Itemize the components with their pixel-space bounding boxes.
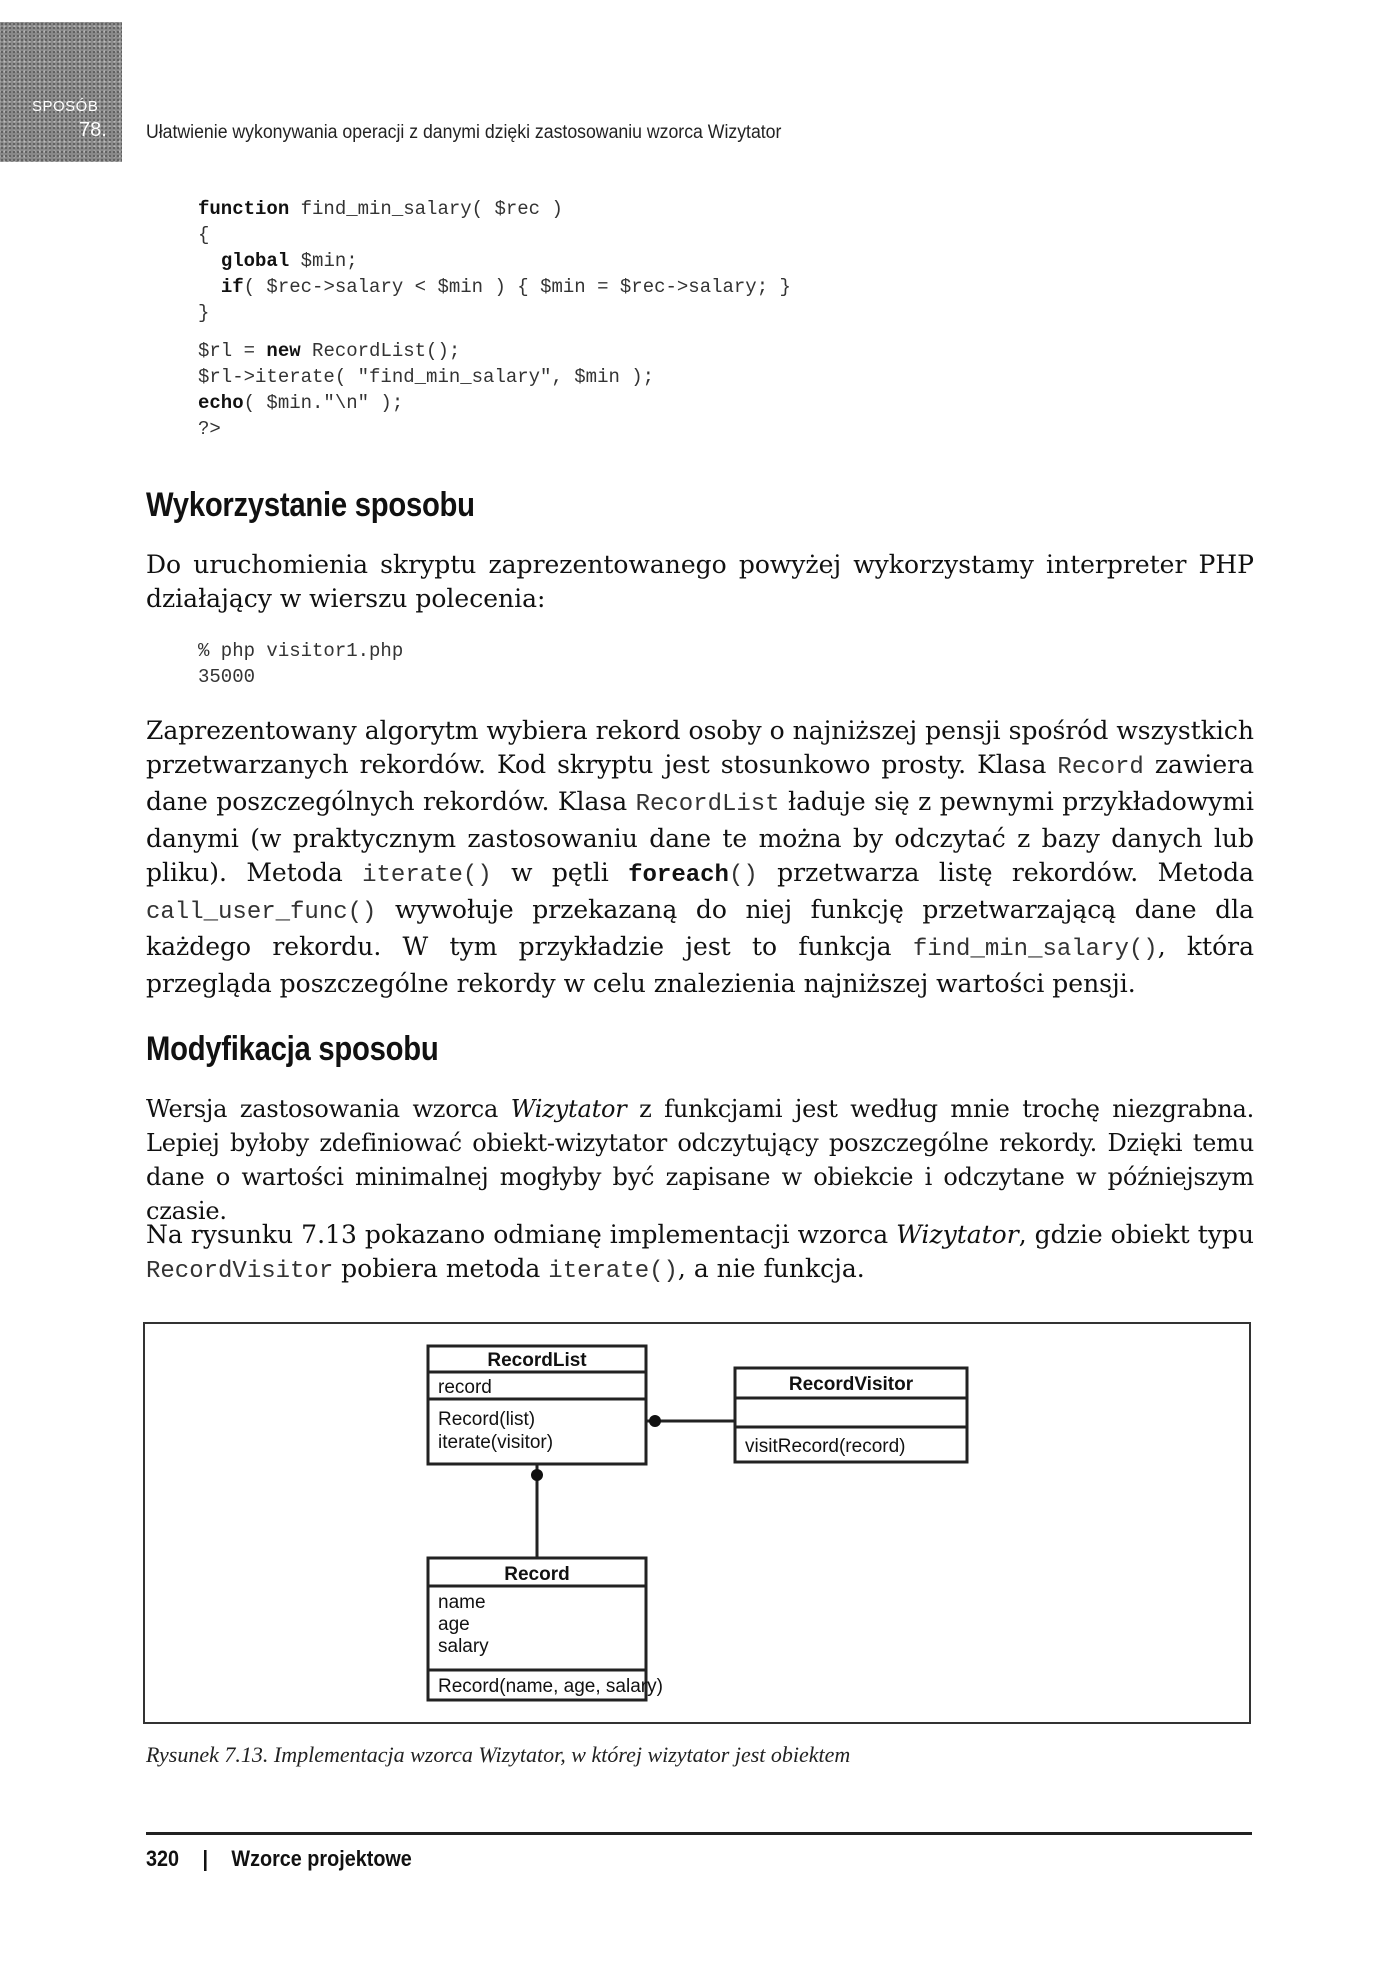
section-heading: Modyfikacja sposobu <box>146 1030 439 1068</box>
inline-code: foreach <box>628 862 729 889</box>
intro-paragraph: Do uruchomienia skryptu zaprezentowanego powyżej wykorzystamy interpreter PHP działający w wierszu polecenia: <box>146 550 1254 613</box>
command-output: 35000 <box>198 666 256 688</box>
class-name: Record <box>504 1564 570 1585</box>
badge-label: SPOSÓB <box>32 98 99 115</box>
code-line-5: } <box>198 302 210 324</box>
code-line-7: $rl->iterate( "find_min_salary", $min ); <box>198 366 655 388</box>
class-attribute: salary <box>438 1636 489 1657</box>
book-title: Wzorce projektowe <box>231 1846 412 1871</box>
page-footer <box>146 1846 412 1872</box>
code-line-1: function find_min_salary( $rec ) <box>198 198 563 220</box>
class-name: RecordVisitor <box>788 1374 914 1395</box>
uml-figure <box>143 1322 1251 1724</box>
figure-caption: Rysunek 7.13. Implementacja wzorca Wizytator, w której wizytator jest obiektem <box>146 1742 851 1767</box>
inline-code: RecordList <box>635 791 780 818</box>
running-title: Ułatwienie wykonywania operacji z danymi dzięki zastosowaniu wzorca Wizytator <box>146 122 782 143</box>
command-block <box>198 638 403 690</box>
code-line-3: global $min; <box>220 250 358 272</box>
class-attribute: age <box>438 1614 470 1635</box>
uml-diagram <box>145 1324 1249 1722</box>
class-recordvisitor <box>735 1368 967 1462</box>
code-block <box>198 196 791 326</box>
inline-code: iterate() <box>362 862 492 889</box>
inline-code: call_user_func() <box>146 899 377 926</box>
class-recordlist <box>428 1346 646 1464</box>
class-operation: Record(name, age, salary) <box>438 1676 663 1697</box>
class-operation: visitRecord(record) <box>745 1436 906 1457</box>
inline-code: Record <box>1057 754 1144 781</box>
class-attribute: name <box>438 1592 486 1613</box>
section-heading: Wykorzystanie sposobu <box>146 486 475 524</box>
badge-number: 78. <box>79 119 107 141</box>
code-block-2 <box>198 338 654 442</box>
inline-code: find_min_salary() <box>912 936 1158 963</box>
class-record <box>428 1558 663 1700</box>
command-line: % php visitor1.php <box>198 640 404 662</box>
class-operation: Record(list) <box>438 1409 536 1430</box>
class-attribute: record <box>438 1377 492 1398</box>
modification-paragraph: Wersja zastosowania wzorca Wizytator z funkcjami jest według mnie trochę niezgrabna. Lepiej byłoby zdefiniować obiekt-wizytator odczytujący poszczególne rekordy. Dzięki temu dane o wartości minimalnej mogłyby być zapisane w obiekcie i odczytane w późniejszym czasie. <box>146 1095 1254 1225</box>
association-dot <box>649 1415 661 1427</box>
footer-separator: | <box>202 1846 208 1871</box>
association-dot <box>531 1469 543 1481</box>
code-line-9: ?> <box>198 418 221 440</box>
code-line-8: echo( $min."\n" ); <box>198 392 404 414</box>
inline-code: RecordVisitor <box>146 1258 334 1285</box>
footer-rule <box>146 1832 1252 1835</box>
explanation-paragraph: Zaprezentowany algorytm wybiera rekord osoby o najniższej pensji spośród wszystkich przetwarzanych rekordów. Kod skryptu jest stosunkowo prosty. Klasa Record zawiera dane poszczególnych rekordów. Klasa RecordList ładuje się z pewnymi przykładowymi danymi (w praktycznym zastosowaniu dane te można by odczytać z bazy danych lub pliku). Metoda iterate() w pętli foreach() przetwarza listę rekordów. Metoda call_user_func() wywołuje przekazaną do niej funkcję przetwarzającą dane dla każdego rekordu. W tym przykładzie jest to funkcja find_min_salary(), która przegląda poszczególne rekordy w celu znalezienia najniższej wartości pensji. <box>146 716 1254 998</box>
code-line-4: if( $rec->salary < $min ) { $min = $rec->salary; } <box>220 276 791 298</box>
figure-intro-paragraph: Na rysunku 7.13 pokazano odmianę implementacji wzorca Wizytator, gdzie obiekt typu RecordVisitor pobiera metoda iterate(), a nie funkcja. <box>146 1220 1254 1285</box>
inline-code: iterate() <box>548 1258 678 1285</box>
inline-code: () <box>728 862 758 889</box>
code-line-2: { <box>198 224 210 246</box>
code-line-6: $rl = new RecordList(); <box>198 340 461 362</box>
page-number: 320 <box>146 1846 180 1871</box>
class-operation: iterate(visitor) <box>438 1432 554 1453</box>
section-badge <box>0 22 122 162</box>
class-name: RecordList <box>487 1350 587 1371</box>
